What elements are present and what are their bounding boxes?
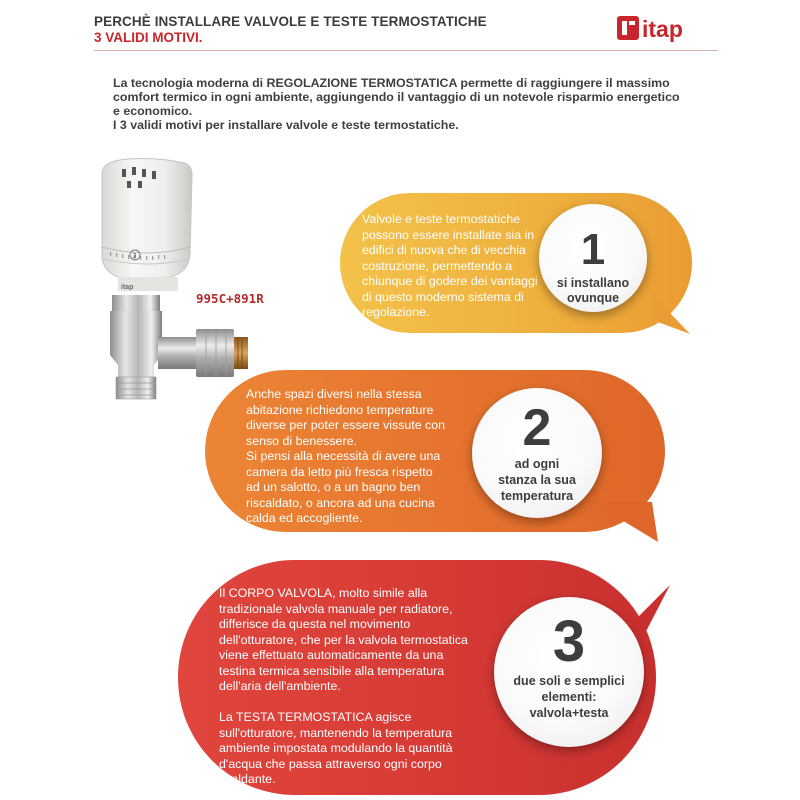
- reason-3-badge: [494, 597, 644, 747]
- reason-2-badge: [472, 388, 602, 518]
- reason-3-text: Il CORPO VALVOLA, molto simile alla tradizionale valvola manuale per radiatore, differisce da questa nel movimento dell'otturatore, che per la valvola termostatica viene effettuato automaticamente da una testina termica sensibile alla temperatura dell'aria dell'ambiente. La TESTA TERMOSTATICA agisce sull'otturatore, mantenendo la temperatura ambiente impostata modulando la quantità d'acqua che passa attraverso ogni corpo scaldante.: [219, 586, 468, 786]
- header-divider: [94, 50, 718, 51]
- intro-line: e economico.: [113, 104, 193, 118]
- intro-paragraph: [113, 76, 703, 132]
- page-subtitle: 3 VALIDI MOTIVI.: [94, 30, 203, 45]
- intro-line: comfort termico in ogni ambiente, aggiungendo il vantaggio di un notevole risparmio energetico: [113, 90, 680, 104]
- intro-line: I 3 validi motivi per installare valvole e teste termostatiche.: [113, 118, 459, 132]
- reason-2-text: Anche spazi diversi nella stessa abitazione richiedono temperature diverse per poter essere vissute con senso di benessere. Si pensi alla necessità di avere una camera da letto più fresca rispetto ad un salotto, o a un bagno ben riscaldato, o ancora ad una cucina calda ed accogliente.: [246, 387, 446, 525]
- thermostatic-valve-image: [88, 155, 258, 415]
- page-title: PERCHÈ INSTALLARE VALVOLE E TESTE TERMOSTATICHE: [94, 14, 487, 29]
- reason-2-caption: ad ogni stanza la sua temperatura: [498, 457, 576, 503]
- itap-logo: [615, 12, 713, 46]
- valve-brand-mark: itap: [121, 284, 134, 291]
- product-code: 995C+891R: [196, 291, 264, 306]
- reason-2-number: 2: [522, 399, 552, 457]
- reason-1-number: 1: [580, 225, 606, 274]
- intro-line: La tecnologia moderna di REGOLAZIONE TERMOSTATICA permette di raggiungere il massimo: [113, 76, 670, 90]
- reason-1-caption: si installano ovunque: [556, 276, 630, 305]
- reason-2-bubble-tail: [592, 502, 662, 544]
- logo-text: itap: [642, 16, 683, 42]
- svg-text:3: 3: [132, 253, 137, 260]
- reason-1-badge: [539, 204, 647, 312]
- reason-3-caption: due soli e semplici elementi: valvola+testa: [513, 674, 625, 720]
- reason-3-number: 3: [552, 609, 586, 674]
- reason-1-bubble-tail: [650, 292, 692, 336]
- reason-1-text: Valvole e teste termostatiche possono essere installate sia in edifici di nuova che di vecchia costruzione, permettendo a chiunque di godere dei vantaggi di questo moderno sistema di regolazione.: [362, 212, 538, 319]
